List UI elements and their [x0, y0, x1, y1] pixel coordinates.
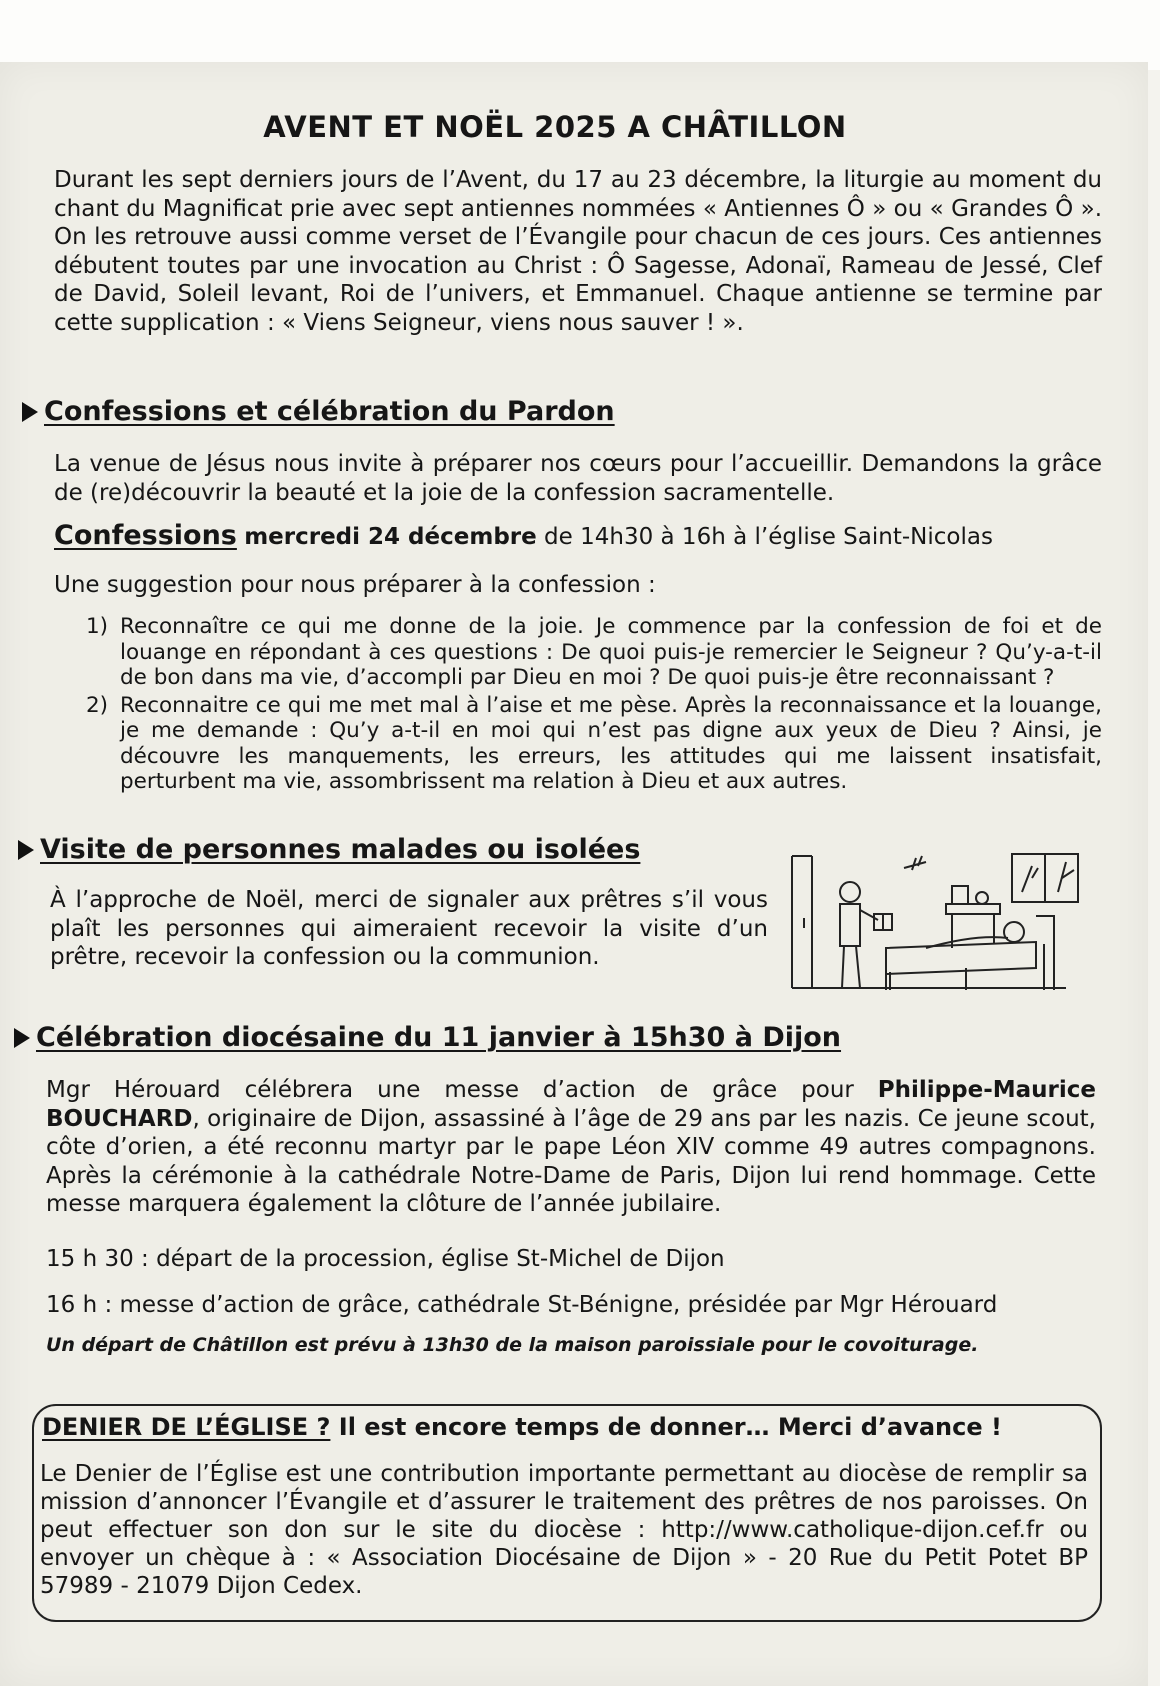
section-celebration-heading: [14, 1022, 841, 1053]
martyr-name: Philippe-Maurice BOUCHARD: [46, 1077, 1096, 1132]
list-item-number: 2): [86, 692, 109, 718]
schedule-mass: 16 h : messe d’action de grâce, cathédrale St-Bénigne, présidée par Mgr Hérouard: [46, 1292, 998, 1318]
celebration-paragraph: [46, 1076, 1096, 1219]
confessions-details: de 14h30 à 16h à l’église Saint-Nicolas: [544, 524, 993, 550]
page-top-margin: [0, 0, 1160, 70]
denier-heading: [42, 1413, 1002, 1441]
intro-paragraph: Durant les sept derniers jours de l’Avent, du 17 au 23 décembre, la liturgie au moment du chant du Magnificat prie avec sept antiennes nommées « Antiennes Ô » ou « Grandes Ô ». On les retrouve aussi comme verset de l’Évangile pour chacun de ces jours. Ces antiennes débutent toutes par une invocation au Christ : Ô Sagesse, Adonaï, Rameau de Jessé, Clef de David, Soleil levant, Roi de l’univers, et Emmanuel. Chaque antienne se termine par cette supplication : « Viens Seigneur, viens nous sauver ! ».: [54, 167, 1102, 336]
denier-heading-underlined: DENIER DE L’ÉGLISE ?: [42, 1413, 331, 1441]
section-pardon-heading: [22, 396, 615, 427]
list-item-number: 1): [86, 614, 109, 639]
suggestion-intro: Une suggestion pour nous préparer à la confession :: [54, 572, 656, 598]
pardon-paragraph: La venue de Jésus nous invite à préparer nos cœurs pour l’accueillir. Demandons la grâce de (re)découvrir la beauté et la joie de la confession sacramentelle.: [54, 451, 1102, 506]
visite-paragraph: À l’approche de Noël, merci de signaler aux prêtres s’il vous plaît les personnes qui aimeraient recevoir la visite d’un prêtre, recevoir la confession ou la communion.: [50, 887, 768, 970]
carpool-note: Un départ de Châtillon est prévu à 13h30 de la maison paroissiale pour le covoiturage.: [46, 1334, 979, 1356]
denier-paragraph: Le Denier de l’Église est une contribution importante permettant au diocèse de remplir sa mission d’annoncer l’Évangile et d’assurer le traitement des prêtres de nos paroisses. On peut effectuer son don sur le site du diocèse : http://www.catholique-dijon.cef.fr ou envoyer un chèque à : « Association Diocésaine de Dijon » - 20 Rue du Petit Potet BP 57989 - 21079 Dijon Cedex.: [40, 1461, 1088, 1599]
sick-visit-illustration: [786, 848, 1086, 998]
confessions-label: Confessions: [54, 520, 237, 551]
list-item: [86, 693, 1102, 795]
list-item-text: Reconnaître ce qui me donne de la joie. Je commence par la confession de foi et de louange en répondant à ces questions : De quoi puis-je remercier le Seigneur ? Qu’y-a-t-il de bon dans ma vie, d’accompli par Dieu en moi ? De quoi puis-je être reconnaissant ?: [120, 614, 1102, 690]
bullet-arrow-icon: [14, 1028, 30, 1048]
denier-heading-rest: Il est encore temps de donner… Merci d’avance !: [330, 1413, 1002, 1441]
confessions-date: mercredi 24 décembre: [244, 524, 537, 550]
section-pardon-title: Confessions et célébration du Pardon: [44, 396, 615, 427]
section-visite-heading: [18, 834, 640, 865]
bullet-arrow-icon: [18, 840, 34, 860]
section-visite-title: Visite de personnes malades ou isolées: [40, 834, 641, 865]
schedule-procession: 15 h 30 : départ de la procession, église St-Michel de Dijon: [46, 1246, 725, 1272]
celebration-text-before: Mgr Hérouard célébrera une messe d’action de grâce pour: [46, 1077, 878, 1103]
section-celebration-title: Célébration diocésaine du 11 janvier à 15h30 à Dijon: [36, 1022, 842, 1053]
list-item-text: Reconnaitre ce qui me met mal à l’aise et me pèse. Après la reconnaissance et la louange, je me demande : Qu’y a-t-il en moi qui n’est pas digne aux yeux de Dieu ? Ainsi, je découvre les manquements, les erreurs, les attitudes qui me laissent insatisfait, perturbent ma vie, assombrissent ma relation à Dieu et aux autres.: [120, 692, 1102, 794]
list-item: [86, 614, 1102, 691]
celebration-text-after: , originaire de Dijon, assassiné à l’âge de 29 ans par les nazis. Ce jeune scout, côte d’orien, a été reconnu martyr par le pape Léon XIV comme 49 autres compagnons. Après la cérémonie à la cathédrale Notre-Dame de Paris, Dijon lui rend hommage. Cette messe marquera également la clôture de l’année jubilaire.: [46, 1105, 1096, 1217]
page-title: AVENT ET NOËL 2025 A CHÂTILLON: [263, 110, 847, 144]
bullet-arrow-icon: [22, 402, 38, 422]
confessions-line: [54, 520, 993, 551]
suggestion-list: [86, 614, 1102, 795]
